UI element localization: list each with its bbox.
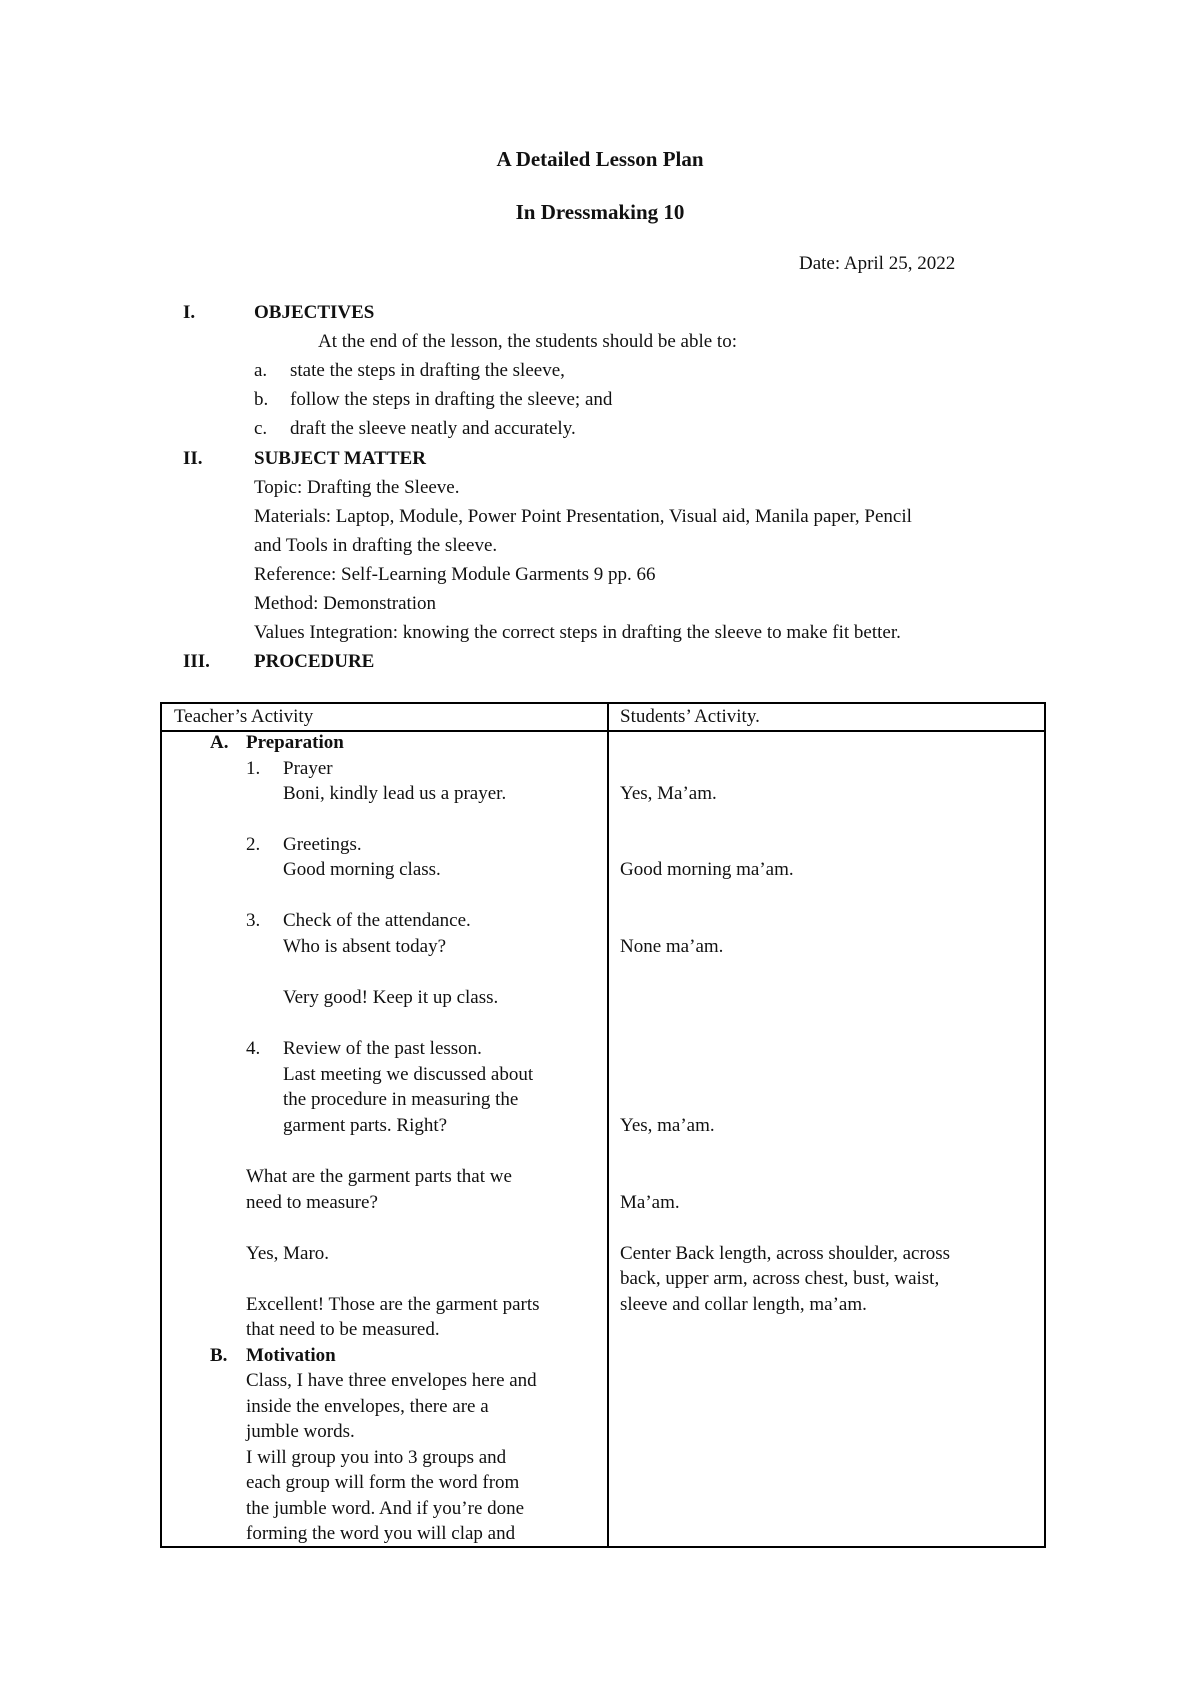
step-number: 2. — [246, 834, 261, 855]
teacher-line: Very good! Keep it up class. — [283, 987, 499, 1008]
motivation-line: I will group you into 3 groups and — [246, 1447, 507, 1468]
lesson-date: Date: April 25, 2022 — [799, 253, 956, 274]
table-header-teacher: Teacher’s Activity — [174, 706, 314, 727]
teacher-line: the procedure in measuring the — [283, 1089, 519, 1110]
subject-materials: Materials: Laptop, Module, Power Point Presentation, Visual aid, Manila paper, Pencil — [254, 506, 912, 527]
objective-item: draft the sleeve neatly and accurately. — [290, 418, 576, 439]
preparation-heading: Preparation — [246, 732, 344, 753]
objectives-intro: At the end of the lesson, the students should be able to: — [318, 331, 737, 352]
student-response: Center Back length, across shoulder, across — [620, 1243, 951, 1264]
teacher-line: Good morning class. — [283, 859, 441, 880]
procedure-table — [160, 702, 1046, 1548]
subject-method: Method: Demonstration — [254, 593, 437, 614]
subject-values-integration: Values Integration: knowing the correct steps in drafting the sleeve to make fit better. — [254, 622, 901, 643]
step-title-attendance: Check of the attendance. — [283, 910, 471, 931]
subject-reference: Reference: Self-Learning Module Garments 9 pp. 66 — [254, 564, 656, 585]
student-response: Ma’am. — [620, 1192, 680, 1213]
teacher-line: need to measure? — [246, 1192, 378, 1213]
step-title-prayer: Prayer — [283, 758, 333, 779]
section-number-objectives: I. — [183, 302, 196, 323]
teacher-line: garment parts. Right? — [283, 1115, 448, 1136]
section-number-procedure: III. — [183, 651, 210, 672]
student-response: None ma’am. — [620, 936, 724, 957]
step-number: 4. — [246, 1038, 261, 1059]
student-response: Yes, Ma’am. — [620, 783, 717, 804]
objective-item: follow the steps in drafting the sleeve; and — [290, 389, 613, 410]
teacher-line: that need to be measured. — [246, 1319, 440, 1340]
preparation-marker: A. — [210, 732, 229, 753]
student-response: sleeve and collar length, ma’am. — [620, 1294, 867, 1315]
teacher-line: Boni, kindly lead us a prayer. — [283, 783, 507, 804]
objective-marker: c. — [254, 418, 268, 439]
motivation-marker: B. — [210, 1345, 228, 1366]
step-title-greetings: Greetings. — [283, 834, 362, 855]
teacher-line: Who is absent today? — [283, 936, 447, 957]
document-subtitle: In Dressmaking 10 — [515, 200, 685, 224]
student-response: Good morning ma’am. — [620, 859, 794, 880]
objective-item: state the steps in drafting the sleeve, — [290, 360, 565, 381]
table-header-students: Students’ Activity. — [620, 706, 760, 727]
student-response: Yes, ma’am. — [620, 1115, 715, 1136]
motivation-heading: Motivation — [246, 1345, 336, 1366]
teacher-line: Yes, Maro. — [246, 1243, 330, 1264]
step-title-review: Review of the past lesson. — [283, 1038, 482, 1059]
teacher-line: Last meeting we discussed about — [283, 1064, 534, 1085]
section-heading-objectives: OBJECTIVES — [254, 302, 375, 323]
motivation-line: Class, I have three envelopes here and — [246, 1370, 537, 1391]
section-heading-subject-matter: SUBJECT MATTER — [254, 448, 426, 469]
subject-materials-continued: and Tools in drafting the sleeve. — [254, 535, 498, 556]
subject-topic: Topic: Drafting the Sleeve. — [254, 477, 460, 498]
student-response: back, upper arm, across chest, bust, waist, — [620, 1268, 940, 1289]
teacher-line: Excellent! Those are the garment parts — [246, 1294, 540, 1315]
motivation-line: inside the envelopes, there are a — [246, 1396, 489, 1417]
step-number: 1. — [246, 758, 261, 779]
document-title: A Detailed Lesson Plan — [496, 147, 704, 171]
motivation-line: forming the word you will clap and — [246, 1523, 516, 1544]
step-number: 3. — [246, 910, 261, 931]
section-number-subject-matter: II. — [183, 448, 203, 469]
motivation-line: each group will form the word from — [246, 1472, 520, 1493]
motivation-line: jumble words. — [246, 1421, 355, 1442]
motivation-line: the jumble word. And if you’re done — [246, 1498, 525, 1519]
section-heading-procedure: PROCEDURE — [254, 651, 375, 672]
objective-marker: b. — [254, 389, 269, 410]
teacher-line: What are the garment parts that we — [246, 1166, 512, 1187]
objective-marker: a. — [254, 360, 268, 381]
table-column-divider — [607, 704, 609, 1546]
